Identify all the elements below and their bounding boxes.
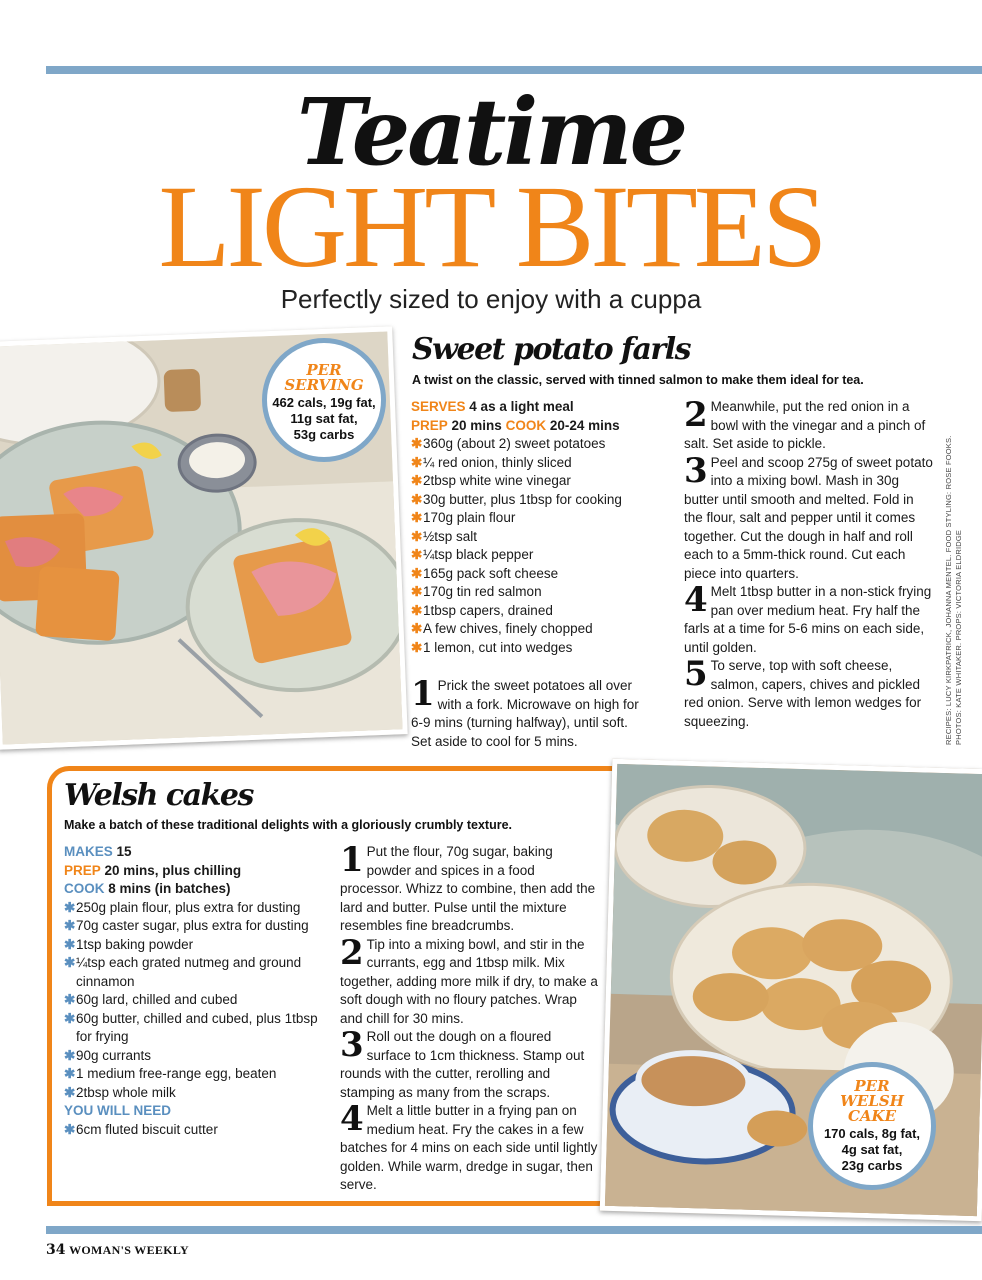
step-text: Prick the sweet potatoes all over with a fork. Microwave on high for 6-9 mins (turning halfway), until soft. Set aside to cool for 5 mins.: [411, 678, 639, 749]
ingredient-item: ✱ ¼tsp each grated nutmeg and ground cinnamon: [64, 955, 302, 989]
method-step: [340, 932, 598, 1029]
credit-line: PHOTOS: KATE WHITAKER. PROPS: VICTORIA ELDRIDGE: [954, 529, 963, 745]
ingredient-item: ✱ 2tbsp whole milk: [64, 1084, 326, 1103]
asterisk-icon: ✱: [411, 602, 423, 618]
method-step: [684, 395, 934, 454]
makes-value: 15: [116, 844, 132, 859]
ingredient-item: ✱ ¼tsp black pepper: [411, 546, 676, 565]
badge-line: 23g carbs: [841, 1158, 903, 1173]
asterisk-icon: ✱: [411, 454, 423, 470]
step-number: 3: [340, 1025, 364, 1065]
step-number: 1: [411, 674, 435, 714]
method-step: [340, 840, 598, 936]
prep-value: 20 mins, plus chilling: [104, 862, 242, 878]
method-step: [684, 580, 934, 657]
step-number: 5: [684, 654, 708, 694]
asterisk-icon: ✱: [64, 1066, 76, 1081]
ingredient-item: ✱ 1 lemon, cut into wedges: [411, 639, 676, 658]
page-title-main: LIGHT BITES: [158, 161, 824, 292]
sweet-potato-description: A twist on the classic, served with tinned salmon to make them ideal for tea.: [412, 373, 864, 387]
asterisk-icon: ✱: [411, 584, 423, 599]
sweet-potato-method: [684, 395, 934, 731]
step-number: 4: [340, 1099, 364, 1139]
timing-line: [411, 417, 676, 436]
asterisk-icon: ✱: [64, 992, 76, 1007]
cook-value: 20-24 mins: [549, 417, 620, 433]
badge-heading: PER: [854, 1077, 890, 1095]
asterisk-icon: ✱: [64, 918, 76, 933]
prep-label: PREP: [64, 862, 101, 878]
prep-label: PREP: [411, 417, 448, 433]
credit-line: RECIPES: LUCY KIRKPATRICK, JOHANNA MENTEL. FOOD STYLING: ROSE FOOKS.: [944, 435, 953, 745]
welsh-cakes-method: [340, 840, 598, 1195]
step-number: 3: [684, 450, 708, 491]
ingredient-item: ✱ 30g butter, plus 1tbsp for cooking: [411, 491, 676, 510]
ingredient-item: ✱ 1 medium free-range egg, beaten: [64, 1065, 326, 1084]
badge-nutrition: [813, 1126, 931, 1174]
badge-line: 462 cals, 19g fat,: [272, 395, 376, 410]
step-text: Put the flour, 70g sugar, baking powder and spices in a food processor. Whizz to combine, then add the lard and butter. Pulse until the mixture resembles fine breadcrumbs.: [340, 844, 596, 933]
asterisk-icon: ✱: [411, 565, 423, 581]
asterisk-icon: ✱: [411, 639, 423, 655]
ingredient-item: ✱ 60g lard, chilled and cubed: [64, 991, 326, 1010]
ingredient-item: ✱ 170g plain flour: [411, 509, 676, 528]
ingredient-item: ✱ 70g caster sugar, plus extra for dusting: [64, 917, 326, 936]
asterisk-icon: ✱: [64, 1084, 76, 1100]
serves-value: 4 as a light meal: [469, 399, 574, 414]
cook-label: COOK: [505, 417, 547, 433]
step-number: 4: [684, 580, 708, 620]
you-will-need-label: YOU WILL NEED: [64, 1103, 172, 1118]
equipment-item: ✱ 6cm fluted biscuit cutter: [64, 1121, 326, 1140]
step-text: Melt a little butter in a frying pan on medium heat. Fry the cakes in a few batches for 4 mins on each side until lightly golden. While warm, dredge in sugar, then serve.: [340, 1103, 598, 1192]
prep-line: [64, 862, 326, 881]
badge-heading: SERVING: [284, 376, 364, 394]
step-text: To serve, top with soft cheese, salmon, capers, chives and pickled red onion. Serve with lemon wedges for squeezing.: [684, 658, 922, 729]
asterisk-icon: ✱: [64, 955, 76, 970]
prep-value: 20 mins: [451, 417, 502, 433]
ingredient-item: ✱ A few chives, finely chopped: [411, 620, 676, 639]
photo-credits: [944, 405, 964, 745]
welsh-cakes-description: Make a batch of these traditional delights with a gloriously crumbly texture.: [64, 818, 513, 832]
step-text: Tip into a mixing bowl, and stir in the currants, egg and 1tbsp milk. Mix together, adding more milk if dry, to make a soft dough with no floury patches. Wrap and chill for 30 mins.: [340, 936, 598, 1026]
asterisk-icon: ✱: [411, 491, 423, 507]
welsh-cakes-ingredients: [64, 843, 326, 1139]
page-footer: [46, 1242, 189, 1258]
page-number: 34: [46, 1242, 66, 1258]
makes-line: [64, 843, 326, 862]
asterisk-icon: ✱: [411, 528, 423, 544]
ingredient-item: ✱ ¼ red onion, thinly sliced: [411, 454, 676, 473]
ingredient-item: ✱ 170g tin red salmon: [411, 583, 676, 602]
magazine-name: WOMAN'S WEEKLY: [69, 1243, 190, 1257]
welsh-cakes-title: Welsh cakes: [64, 778, 253, 813]
bottom-rule: [46, 1226, 982, 1234]
per-serving-badge: [262, 338, 386, 462]
asterisk-icon: ✱: [64, 899, 76, 915]
ingredient-item: ✱ 90g currants: [64, 1047, 326, 1066]
badge-line: 170 cals, 8g fat,: [823, 1126, 921, 1141]
ingredient-item: ✱ 60g butter, chilled and cubed, plus 1tbsp for frying: [64, 1010, 318, 1044]
badge-heading: WELSH: [840, 1092, 904, 1110]
badge-line: 53g carbs: [293, 427, 355, 442]
sweet-potato-step-1: [411, 674, 651, 751]
asterisk-icon: ✱: [411, 547, 423, 562]
top-rule: [46, 66, 982, 74]
badge-nutrition: [267, 395, 381, 443]
per-welsh-cake-badge: [808, 1062, 936, 1190]
cook-value: 8 mins (in batches): [108, 881, 231, 896]
page-subtitle: Perfectly sized to enjoy with a cuppa: [280, 284, 702, 314]
cook-label: COOK: [64, 881, 105, 896]
badge-heading: PER: [306, 361, 342, 379]
ingredient-item: ✱ 360g (about 2) sweet potatoes: [411, 435, 676, 454]
serves-label: SERVES: [411, 399, 466, 414]
step-text: Melt 1tbsp butter in a non-stick frying pan over medium heat. Fry half the farls at a time for 5-6 mins on each side, until golden.: [684, 584, 932, 655]
ingredient-item: ✱ 250g plain flour, plus extra for dusting: [64, 899, 326, 918]
ingredient-item: ✱ 1tsp baking powder: [64, 936, 326, 955]
asterisk-icon: ✱: [64, 1010, 76, 1026]
sweet-potato-ingredients: [411, 398, 676, 657]
ingredient-item: ✱ 165g pack soft cheese: [411, 565, 676, 584]
ingredient-item: ✱ 1tbsp capers, drained: [411, 602, 676, 621]
cook-line: [64, 880, 326, 899]
makes-label: MAKES: [64, 844, 113, 859]
badge-heading: CAKE: [847, 1107, 897, 1125]
asterisk-icon: ✱: [64, 1047, 76, 1063]
step-text: Meanwhile, put the red onion in a bowl with the vinegar and a pinch of salt. Set aside to pickle.: [684, 399, 926, 451]
ingredient-item: ✱ ½tsp salt: [411, 528, 676, 547]
asterisk-icon: ✱: [411, 510, 423, 525]
badge-line: 4g sat fat,: [841, 1142, 903, 1157]
step-number: 2: [340, 932, 364, 973]
badge-line: 11g sat fat,: [290, 411, 358, 426]
asterisk-icon: ✱: [411, 621, 423, 636]
method-step: [340, 1025, 598, 1102]
asterisk-icon: ✱: [64, 936, 76, 952]
step-number: 2: [684, 395, 708, 435]
method-step: [684, 450, 934, 584]
asterisk-icon: ✱: [411, 473, 423, 488]
asterisk-icon: ✱: [64, 1121, 76, 1137]
step-text: Peel and scoop 275g of sweet potato into a mixing bowl. Mash in 30g butter until smooth and melted. Fold in the flour, salt and pepper until it comes together. Cut the dough in half and roll each to a 5mm-thick round. Cut each piece into quarters.: [684, 454, 933, 581]
serves-line: [411, 398, 676, 417]
method-step: [340, 1099, 598, 1195]
sweet-potato-title: Sweet potato farls: [412, 332, 690, 367]
step-text: Roll out the dough on a floured surface to 1cm thickness. Stamp out rounds with the cutter, rerolling and stamping as many from the scraps.: [340, 1029, 585, 1100]
method-step: [684, 654, 934, 731]
step-number: 1: [340, 840, 364, 880]
asterisk-icon: ✱: [411, 436, 423, 451]
page-title-script: Teatime: [296, 78, 686, 186]
ingredient-item: ✱ 2tbsp white wine vinegar: [411, 472, 676, 491]
